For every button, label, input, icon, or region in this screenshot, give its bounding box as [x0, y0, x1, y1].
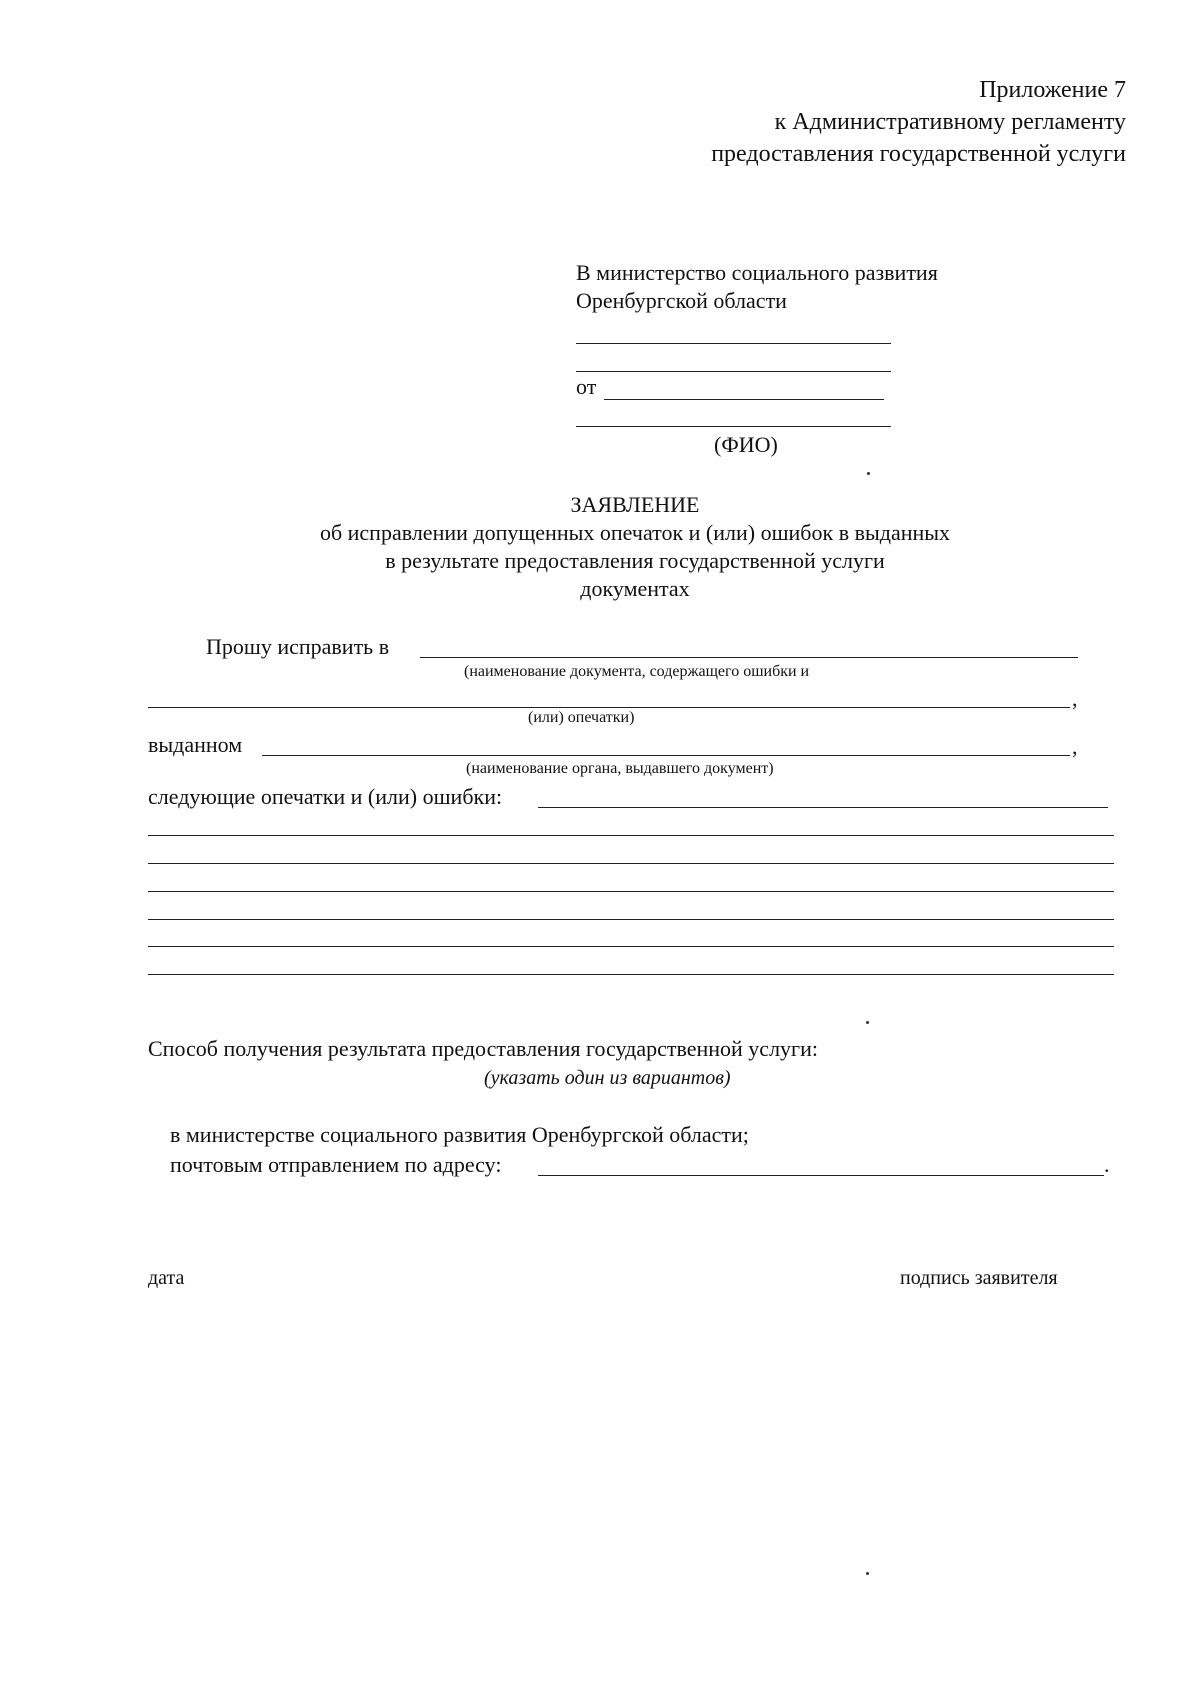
errors-line-0[interactable]: [538, 807, 1108, 808]
appendix-number: Приложение 7: [979, 77, 1126, 103]
fio-caption: (ФИО): [714, 432, 778, 457]
appendix-service: предоставления государственной услуги: [711, 141, 1126, 167]
addressee-blank-line-1[interactable]: [576, 343, 891, 344]
scan-speck: [867, 472, 870, 475]
signature-label: подпись заявителя: [900, 1267, 1058, 1289]
errors-line-2[interactable]: [148, 863, 1114, 864]
document-name-caption-2: (или) опечатки): [528, 709, 635, 726]
scan-speck: [866, 1021, 869, 1024]
fio-blank-line[interactable]: [576, 426, 891, 427]
date-label: дата: [148, 1267, 185, 1289]
postal-address-period: .: [1104, 1152, 1110, 1177]
comma-2: ,: [1072, 734, 1078, 759]
title-line-2: в результате предоставления государственной услуги: [385, 548, 885, 573]
document-title: ЗАЯВЛЕНИЕ: [570, 492, 700, 517]
addressee-ministry: В министерство социального развития: [576, 260, 938, 285]
document-name-line-2[interactable]: [148, 707, 1070, 708]
errors-line-1[interactable]: [148, 835, 1114, 836]
appendix-reference: к Административному регламенту: [774, 109, 1126, 135]
scan-speck: [866, 1572, 869, 1575]
issued-label: выданном: [148, 732, 243, 757]
delivery-option-post[interactable]: почтовым отправлением по адресу:: [170, 1152, 502, 1177]
from-blank-line[interactable]: [604, 399, 884, 400]
from-label: от: [576, 374, 597, 399]
document-name-caption: (наименование документа, содержащего ошибки и: [464, 663, 810, 680]
postal-address-line[interactable]: [538, 1175, 1104, 1176]
addressee-blank-line-2[interactable]: [576, 371, 891, 372]
delivery-label: Способ получения результата предоставления государственной услуги:: [148, 1036, 818, 1061]
issuing-authority-caption: (наименование органа, выдавшего документ): [466, 760, 774, 777]
delivery-hint: (указать один из вариантов): [484, 1067, 731, 1089]
request-prompt: Прошу исправить в: [206, 634, 390, 659]
delivery-option-ministry[interactable]: в министерстве социального развития Оренбургской области;: [170, 1122, 749, 1147]
errors-line-6[interactable]: [148, 974, 1114, 975]
issuing-authority-line[interactable]: [262, 755, 1070, 756]
title-line-1: об исправлении допущенных опечаток и (или) ошибок в выданных: [319, 520, 951, 545]
title-line-3: документах: [580, 576, 690, 601]
errors-line-4[interactable]: [148, 919, 1114, 920]
errors-label: следующие опечатки и (или) ошибки:: [148, 784, 503, 809]
errors-line-3[interactable]: [148, 891, 1114, 892]
document-name-line[interactable]: [420, 657, 1078, 658]
comma-1: ,: [1072, 686, 1078, 711]
errors-line-5[interactable]: [148, 946, 1114, 947]
addressee-region: Оренбургской области: [576, 288, 787, 313]
